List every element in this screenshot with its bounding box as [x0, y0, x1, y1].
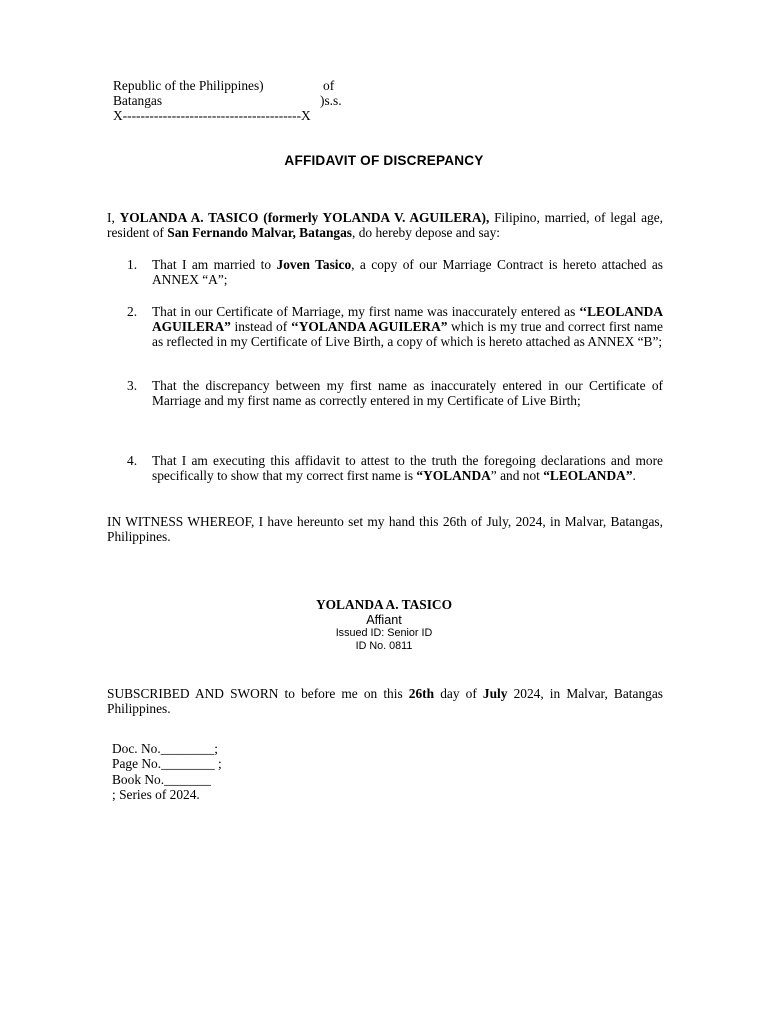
correct-name-bold: ‘‘YOLANDA AGUILERA”	[290, 319, 448, 335]
affiant-signature-name: YOLANDA A. TASICO	[315, 597, 453, 612]
notarial-register	[112, 741, 312, 803]
item-number: 3.	[127, 378, 138, 393]
affiant-name-bold: YOLANDA A. TASICO (formerly YOLANDA V. AGUILERA),	[119, 210, 490, 225]
item-text-part: ” and not	[490, 468, 544, 484]
page-number: Page No.________ ;	[112, 756, 222, 772]
jurat-day-bold: 26th	[408, 686, 435, 701]
item-number: 2.	[127, 304, 138, 319]
caption-ss: )s.s.	[320, 93, 342, 109]
spouse-name-bold: Joven Tasico	[276, 257, 352, 272]
jurat-text-3: 2024, in Malvar, Batangas Philippines.	[107, 686, 663, 717]
item-text-part: .	[632, 468, 636, 484]
residence-bold: San Fernando Malvar, Batangas	[167, 225, 353, 241]
intro-paragraph	[107, 210, 663, 240]
doc-number: Doc. No.________;	[112, 741, 219, 756]
correct-first-name-bold: “YOLANDA	[416, 468, 491, 484]
caption-province: Batangas	[113, 93, 163, 109]
item-text	[152, 257, 663, 287]
item-text	[152, 453, 663, 483]
item-text-part: which is my true and correct first name as reflected in my Certificate of Live Birth, a copy of which is hereto attached as ANNEX “B”;	[152, 319, 663, 350]
id-number: ID No. 0811	[355, 639, 413, 652]
issued-id: Issued ID: Senior ID	[335, 627, 433, 639]
item-text-part: That the discrepancy between my first name as inaccurately entered in our Certificate of Marriage and my first name as correctly entered in my Certificate of Live Birth;	[152, 378, 663, 409]
jurat-month-bold: July	[482, 686, 508, 701]
item-text	[152, 378, 663, 408]
intro-text-3: , do hereby depose and say:	[352, 225, 501, 241]
venue-caption	[113, 78, 353, 124]
item-text-part: That I am executing this affidavit to attest to the truth the foregoing declarations and more specifically to show that my correct first name is	[152, 453, 663, 484]
item-text-part: That I am married to	[152, 257, 277, 272]
item-text-part: instead of	[230, 319, 291, 335]
item-number: 4.	[127, 453, 138, 468]
intro-text-1: I,	[107, 210, 120, 225]
item-text	[152, 304, 663, 350]
book-number: Book No._______	[112, 771, 211, 787]
witness-clause: IN WITNESS WHEREOF, I have hereunto set my hand this 26th of July, 2024, in Malvar, Batangas, Philippines.	[107, 514, 663, 545]
item-text-part: That in our Certificate of Marriage, my first name was inaccurately entered as	[152, 304, 580, 319]
item-text-part: , a copy of our Marriage Contract is hereto attached as ANNEX “A”;	[152, 257, 663, 288]
item-number: 1.	[127, 257, 138, 272]
jurat-paragraph	[107, 686, 663, 716]
series-year: ; Series of 2024.	[112, 787, 200, 803]
affiant-label	[0, 613, 768, 652]
caption-of: of	[323, 78, 335, 93]
intro-text-2: Filipino, married, of legal age, resident of	[107, 210, 664, 241]
wrong-first-name-bold: “LEOLANDA”	[543, 468, 633, 484]
caption-divider: X----------------------------------------X	[113, 108, 311, 124]
jurat-text-2: day of	[434, 686, 483, 701]
affiant-role: Affiant	[366, 613, 402, 627]
caption-republic: Republic of the Philippines)	[113, 78, 264, 93]
document-title: AFFIDAVIT OF DISCREPANCY	[284, 153, 484, 168]
jurat-text-1: SUBSCRIBED AND SWORN to before me on this	[107, 686, 409, 701]
wrong-name-bold: ‘‘LEOLANDA AGUILERA”	[152, 304, 663, 335]
